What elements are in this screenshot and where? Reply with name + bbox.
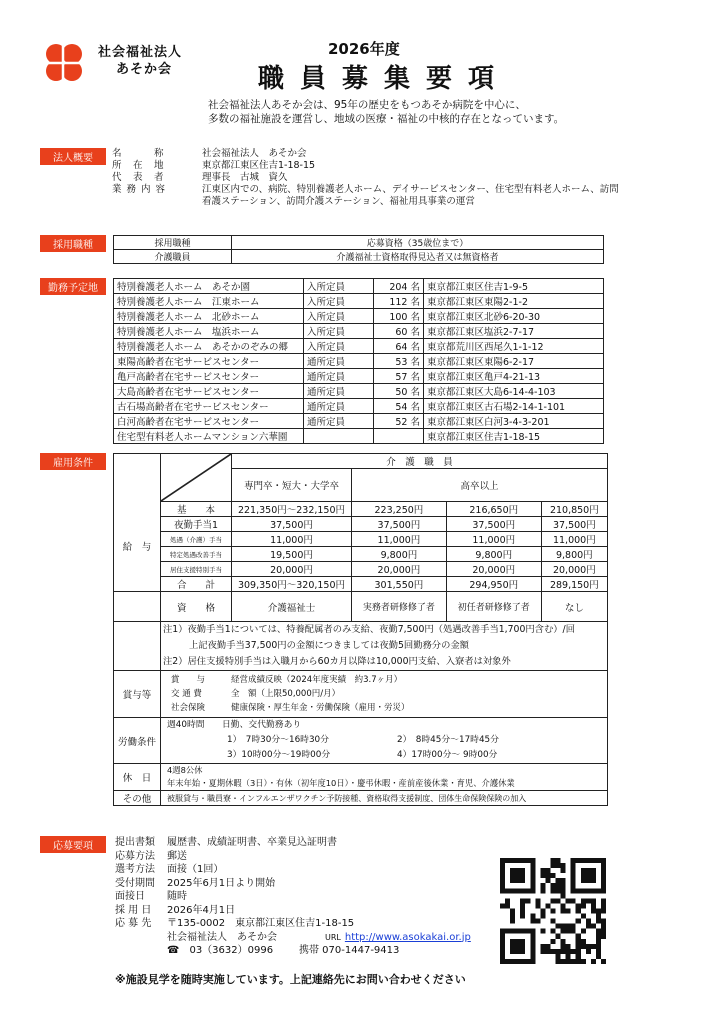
roles-qual: 介護福祉士資格取得見込者又は無資格者 [232, 250, 604, 264]
apply-info: 提出書類 履歴書、成績証明書、卒業見込証明書 応募方法 郵送 選考方法 面接（1回） 受付期間 2025年6月1日より開始 面接日 随時 採 用 日 2026年4月1日 応 募 先 〒135-0002 東京都江東区住吉1-18-15 社会福祉法人 あそか会 URL http://www.asokakai.or.jp ☎ 03（3632）0996 携帯 070-1447-9413 [115, 837, 471, 956]
pay-row: 居住支援特別手当 20,000円 20,000円 20,000円 20,000円 [114, 562, 608, 577]
roles-header-role: 採用職種 [114, 236, 232, 250]
year-title: 2026年度 [328, 40, 400, 58]
bonus-row: 社会保険 健康保険・厚生年金・労働保険（雇用・労災） [171, 703, 410, 713]
qual-1: 実務者研修修了者 [352, 592, 447, 622]
site-row: 特別養護老人ホーム 塩浜ホーム 入所定員 60 名 東京都江東区塩浜2-7-17 [114, 324, 604, 339]
pay-row: 夜勤手当1 37,500円 37,500円 37,500円 37,500円 [114, 517, 608, 532]
section-label-overview: 法人概要 [40, 148, 106, 165]
site-row: 古石場高齢者在宅サービスセンター 通所定員 54 名 東京都江東区古石場2-14-1-101 [114, 399, 604, 414]
role-header: 介 護 職 員 [232, 454, 608, 469]
overview-list [112, 148, 622, 208]
qual-2: 初任者研修修了者 [446, 592, 541, 622]
work-details: 週40時間 日勤、交代勤務あり 1） 7時30分～16時30分 2） 8時45分～17時45分 3）10時00分～19時00分 4）17時00分～ 9時00分 [161, 718, 608, 764]
qr-code-icon [500, 858, 606, 964]
bonus-label: 賞与等 [114, 671, 161, 718]
site-row: 住宅型有料老人ホームマンション六華園 東京都江東区住吉1-18-15 [114, 429, 604, 444]
qual-0: 介護福祉士 [232, 592, 352, 622]
apply-row: 採 用 日 2026年4月1日 [115, 904, 236, 916]
pay-notes: 注1）夜勤手当1については、特養配属者のみ支給、夜勤7,500円（処遇改善手当1,700円含む）/回 上記夜勤手当37,500円の金額につきましては夜勤5回勤務分の金額 注2）居住支援特別手当は入職月から60カ月以降は10,000円支給、入寮者は対象外 [161, 622, 608, 671]
site-row: 特別養護老人ホーム あそかのぞみの郷 入所定員 64 名 東京都荒川区西尾久1-1-12 [114, 339, 604, 354]
diagonal-cell [161, 454, 232, 502]
overview-row: 業 務 内 容 江東区内での、病院、特別養護老人ホーム、デイサービスセンター、住宅型有料老人ホーム、訪問看護ステーション、訪問介護ステーション、福祉用具事業の運営 [112, 184, 619, 207]
pay-row: 処遇（介護）手当 11,000円 11,000円 11,000円 11,000円 [114, 532, 608, 547]
apply-row: 受付期間 2025年6月1日より開始 [115, 877, 276, 889]
roles-header-qual: 応募資格（35歳位まで） [232, 236, 604, 250]
bonus-row: 賞 与 経営成績反映（2024年度実績 約3.7ヶ月） [171, 675, 403, 685]
website-link[interactable]: http://www.asokakai.or.jp [344, 931, 471, 943]
site-row: 特別養護老人ホーム 北砂ホーム 入所定員 100 名 東京都江東区北砂6-20-30 [114, 309, 604, 324]
apply-row: 応募方法 郵送 [115, 850, 187, 862]
site-row: 特別養護老人ホーム あそか園 入所定員 204 名 東京都江東区住吉1-9-5 [114, 279, 604, 294]
section-label-roles: 採用職種 [40, 235, 106, 252]
apply-row: 提出書類 履歴書、成績証明書、卒業見込証明書 [115, 837, 337, 848]
phone: ☎ 03（3632）0996 [167, 945, 274, 956]
mobile-phone: 携帯 070-1447-9413 [299, 945, 400, 956]
section-label-apply: 応募要項 [40, 836, 106, 853]
col-header-college: 専門卒・短大・大学卒 [232, 469, 352, 502]
postal-address: 〒135-0002 東京都江東区住吉1-18-15 [167, 918, 355, 929]
employment-table [113, 453, 608, 806]
intro-text: 社会福祉法人あそか会は、95年の歴史をもつあそか病院を中心に、 多数の福祉施設を運営し、地域の医療・福祉の中核的存在となっています。 [208, 99, 565, 125]
site-row: 東陽高齢者在宅サービスセンター 通所定員 53 名 東京都江東区東陽6-2-17 [114, 354, 604, 369]
apply-row: 面接日 随時 [115, 891, 187, 902]
overview-row: 名 称 社会福祉法人 あそか会 [112, 148, 307, 159]
page-title: 職員募集要項 [258, 64, 511, 94]
col-header-highschool: 高卒以上 [352, 469, 608, 502]
pay-row: 合 計 309,350円～320,150円 301,550円 294,950円 289,150円 [114, 577, 608, 592]
work-label: 労働条件 [114, 718, 161, 764]
org-name: 社会福祉法人 あそか会 [98, 45, 183, 77]
roles-table [113, 235, 604, 264]
pay-row: 給 与 基 本 221,350円～232,150円 223,250円 216,650円 210,850円 [114, 502, 608, 517]
holiday-details: 4週8公休 年末年始・夏期休暇（3日）・有休（初年度10日）・慶弔休暇・産前産後休業・育児、介護休業 [161, 764, 608, 791]
sites-table [113, 278, 604, 444]
qual-label: 資 格 [161, 592, 232, 622]
section-label-sites: 勤務予定地 [40, 278, 106, 295]
overview-row: 代 表 者 理事長 古城 資久 [112, 172, 288, 183]
pay-label: 給 与 [114, 502, 161, 592]
other-details: 被服貸与・職員寮・インフルエンザワクチン予防接種、資格取得支援制度、団体生命保険保険の加入 [161, 791, 608, 806]
site-row: 亀戸高齢者在宅サービスセンター 通所定員 57 名 東京都江東区亀戸4-21-13 [114, 369, 604, 384]
site-row: 特別養護老人ホーム 江東ホーム 入所定員 112 名 東京都江東区東陽2-1-2 [114, 294, 604, 309]
bonus-row: 交 通 費 全 額（上限50,000円/月） [171, 689, 341, 699]
site-row: 白河高齢者在宅サービスセンター 通所定員 52 名 東京都江東区白河3-4-3-201 [114, 414, 604, 429]
pay-row: 特定処遇改善手当 19,500円 9,800円 9,800円 9,800円 [114, 547, 608, 562]
qual-3: なし [541, 592, 607, 622]
section-label-employment: 雇用条件 [40, 453, 106, 470]
other-label: その他 [114, 791, 161, 806]
site-row: 大島高齢者在宅サービスセンター 通所定員 50 名 東京都江東区大島6-14-4-103 [114, 384, 604, 399]
apply-row: 選考方法 面接（1回） [115, 864, 224, 875]
holiday-label: 休 日 [114, 764, 161, 791]
bonus-details [161, 671, 608, 718]
roles-role: 介護職員 [114, 250, 232, 264]
dest-label: 応 募 先 [115, 918, 152, 929]
overview-row: 所 在 地 東京都江東区住吉1-18-15 [112, 160, 316, 171]
clover-logo-icon [40, 40, 86, 86]
visit-notice: ※施設見学を随時実施しています。上記連絡先にお問い合わせください [115, 973, 466, 986]
dest-org: 社会福祉法人 あそか会 [167, 931, 277, 943]
